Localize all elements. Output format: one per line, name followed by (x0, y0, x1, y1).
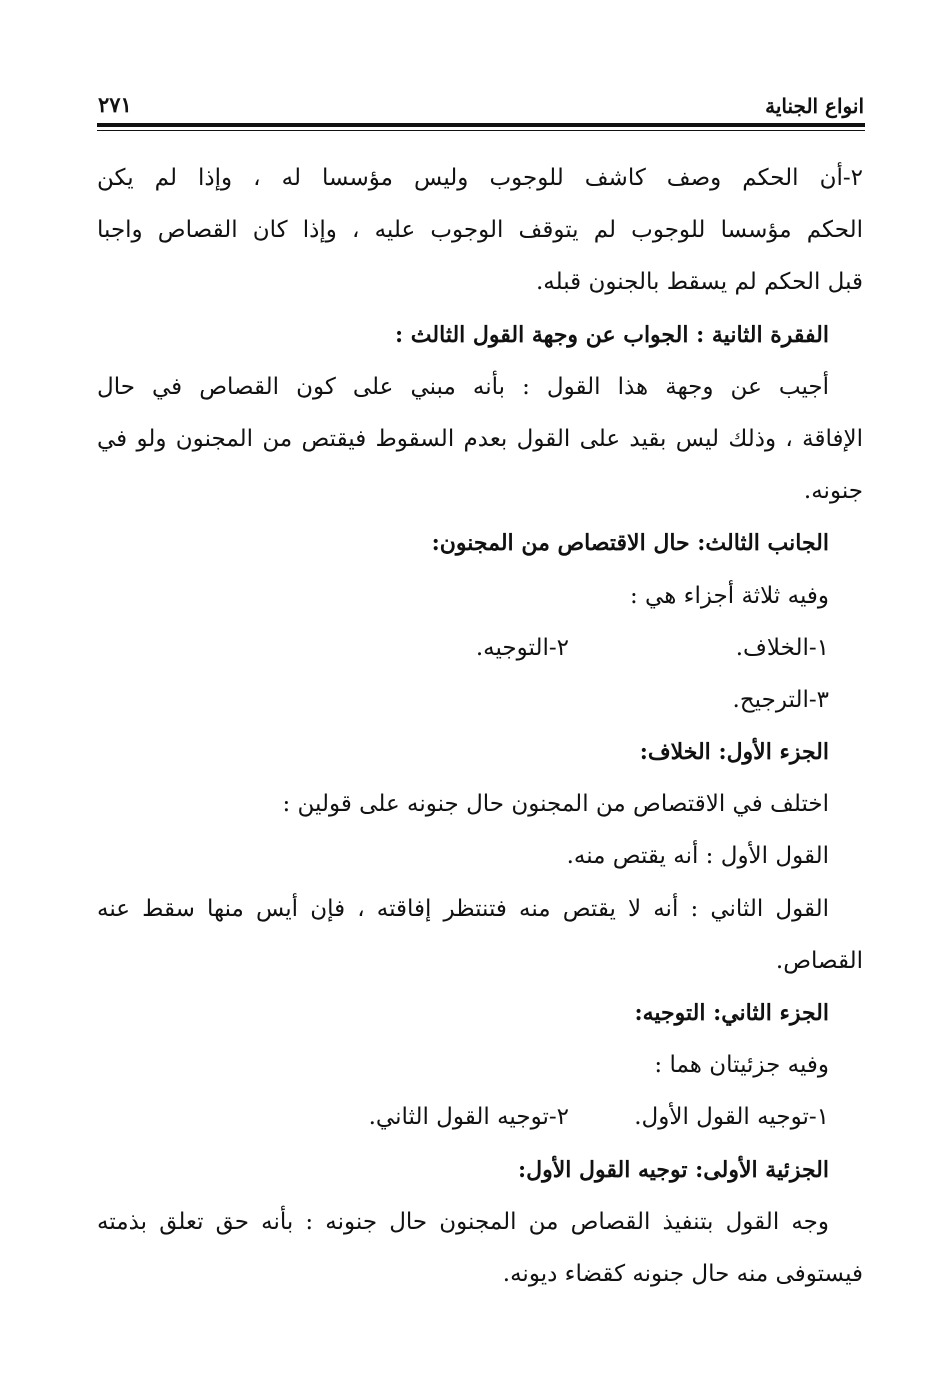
text-line: الإفاقة ، وذلك ليس بقيد على القول بعدم السقوط فيقتص من المجنون ولو في (97, 425, 863, 452)
text-line: وجه القول بتنفيذ القصاص من المجنون حال جنونه : بأنه حق تعلق بذمته (97, 1208, 829, 1235)
section-heading: الفقرة الثانية : الجواب عن وجهة القول الثالث : (395, 321, 829, 348)
list-item: ١-توجيه القول الأول. (634, 1104, 829, 1131)
list-row (97, 1091, 863, 1143)
page-header (98, 92, 864, 124)
text-line: قبل الحكم لم يسقط بالجنون قبله. (535, 269, 863, 296)
text-line: جنونه. (803, 478, 863, 505)
text-line: ٢-أن الحكم وصف كاشف للوجوب وليس مؤسسا له ، وإذا لم يكن (97, 165, 863, 191)
list-item: ١-الخلاف. (735, 634, 829, 661)
text-line: القول الأول : أنه يقتص منه. (566, 843, 829, 870)
text-line: أجيب عن وجهة هذا القول : بأنه مبني على كون القصاص في حال (97, 373, 829, 400)
text-line: القول الثاني : أنه لا يقتص منه فتنتظر إفاقته ، فإن أيس منها سقط عنه (97, 895, 829, 922)
header-rule-thick (97, 123, 865, 127)
page-number: ٢٧١ (98, 92, 132, 117)
text-line: وفيه جزئيتان هما : (654, 1052, 829, 1079)
text-line: وفيه ثلاثة أجزاء هي : (629, 582, 829, 609)
text-line: الحكم مؤسسا للوجوب لم يتوقف الوجوب عليه ، وإذا كان القصاص واجبا (97, 217, 863, 244)
list-item: ٣-الترجيح. (732, 686, 829, 713)
list-item: ٢-توجيه القول الثاني. (368, 1104, 569, 1131)
list-item: ٢-التوجيه. (475, 634, 569, 661)
list-row (97, 622, 863, 674)
running-title: انواع الجناية (765, 94, 864, 118)
section-heading: الجانب الثالث: حال الاقتصاص من المجنون: (431, 530, 829, 557)
text-line: القصاص. (775, 947, 863, 974)
section-heading: الجزء الأول: الخلاف: (639, 739, 829, 766)
section-heading: الجزئية الأولى: توجيه القول الأول: (518, 1156, 829, 1183)
section-heading: الجزء الثاني: التوجيه: (634, 1000, 829, 1026)
text-line: فيستوفى منه حال جنونه كقضاء ديونه. (502, 1260, 863, 1287)
page-body (97, 152, 863, 1300)
text-line: اختلف في الاقتصاص من المجنون حال جنونه على قولين : (282, 791, 829, 818)
header-rule-thin (97, 130, 865, 131)
